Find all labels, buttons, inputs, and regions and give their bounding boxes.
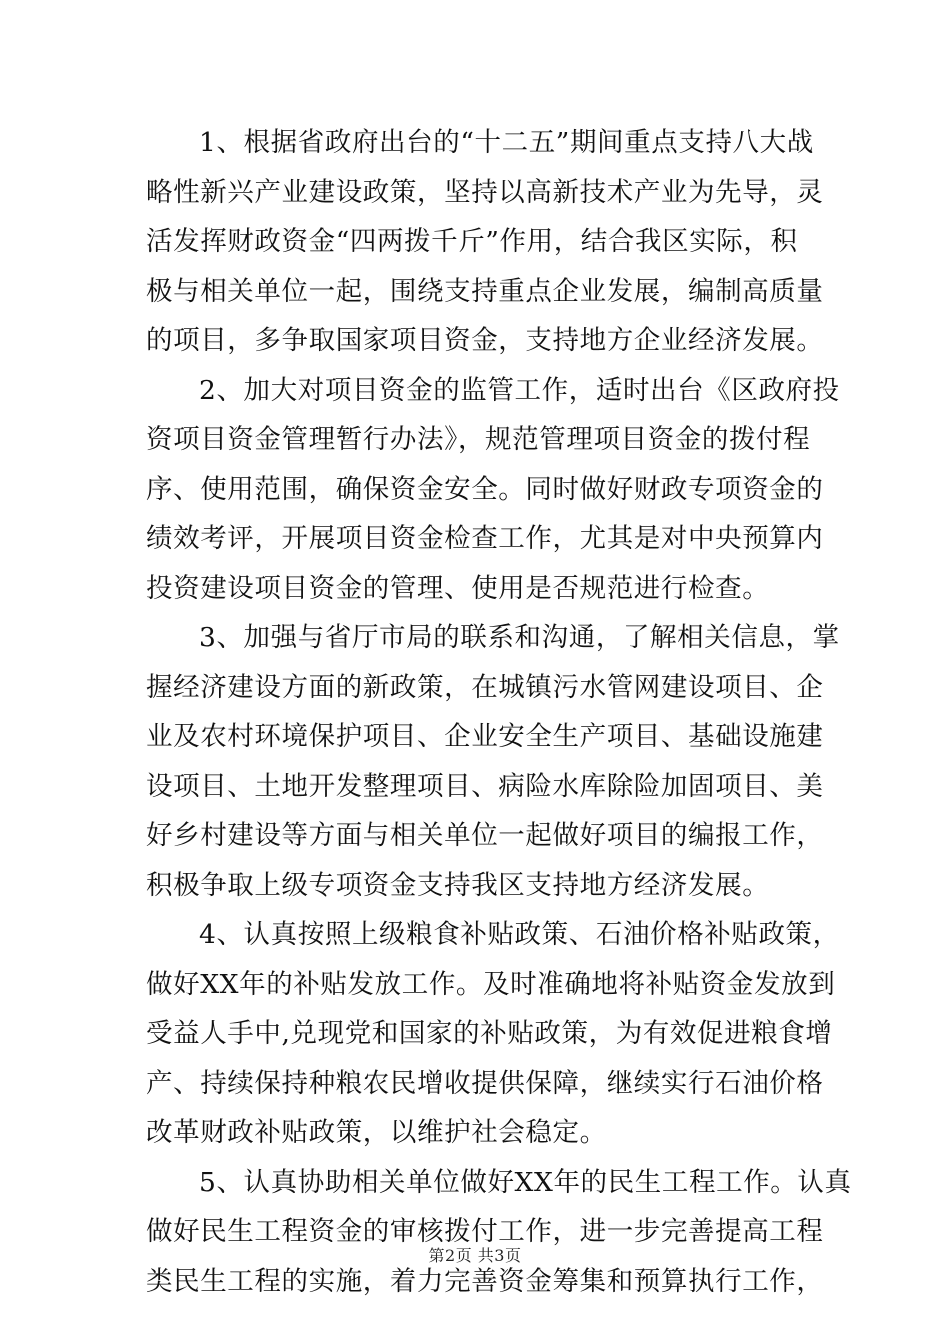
paragraph-3 [146,613,840,910]
text-line: 做好XX年的补贴发放工作。及时准确地将补贴资金发放到 [146,968,836,1000]
text-line: 1、根据省政府出台的“十二五”期间重点支持八大战 [199,127,814,158]
text-line: 好乡村建设等方面与相关单位一起做好项目的编报工作， [146,820,824,851]
text-line: 类民生工程的实施，着力完善资金筹集和预算执行工作， [146,1265,824,1297]
text-line: 资项目资金管理暂行办法》，规范管理项目资金的拨付程 [146,424,811,455]
text-line: 改革财政补贴政策，以维护社会稳定。 [146,1117,607,1148]
text-line: 握经济建设方面的新政策，在城镇污水管网建设项目、企 [146,671,824,703]
text-line: 序、使用范围，确保资金安全。同时做好财政专项资金的 [146,473,824,505]
paragraph-4 [146,910,840,1158]
text-line: 活发挥财政资金“四两拨千斤”作用，结合我区实际，积 [146,226,798,257]
text-line: 做好民生工程资金的审核拨付工作，进一步完善提高工程 [146,1216,824,1247]
text-line: 绩效考评，开展项目资金检查工作，尤其是对中央预算内 [146,523,824,554]
document-body [146,118,852,1306]
text-line: 略性新兴产业建设政策，坚持以高新技术产业为先导，灵 [146,176,824,208]
text-line: 5、认真协助相关单位做好XX年的民生工程工作。认真 [199,1166,852,1198]
text-line: 受益人手中,兑现党和国家的补贴政策，为有效促进粮食增 [146,1018,833,1049]
paragraph-2 [146,366,840,614]
text-line: 设项目、土地开发整理项目、病险水库除险加固项目、美 [146,770,824,802]
text-line: 2、加大对项目资金的监管工作，适时出台《区政府投 [199,374,840,406]
text-line: 的项目，多争取国家项目资金，支持地方企业经济发展。 [146,325,824,356]
text-line: 极与相关单位一起，围绕支持重点企业发展，编制高质量 [146,275,824,307]
text-line: 业及农村环境保护项目、企业安全生产项目、基础设施建 [146,721,824,752]
text-line: 4、认真按照上级粮食补贴政策、石油价格补贴政策， [199,919,840,950]
paragraph-1 [146,118,824,366]
text-line: 积极争取上级专项资金支持我区支持地方经济发展。 [146,869,770,901]
text-line: 3、加强与省厅市局的联系和沟通，了解相关信息，掌 [199,622,840,653]
text-line: 产、持续保持种粮农民增收提供保障，继续实行石油价格 [146,1067,824,1099]
paragraph-5 [146,1158,852,1307]
text-line: 投资建设项目资金的管理、使用是否规范进行检查。 [146,572,770,604]
page-number-footer: 第2页 共3页 [428,1246,522,1265]
